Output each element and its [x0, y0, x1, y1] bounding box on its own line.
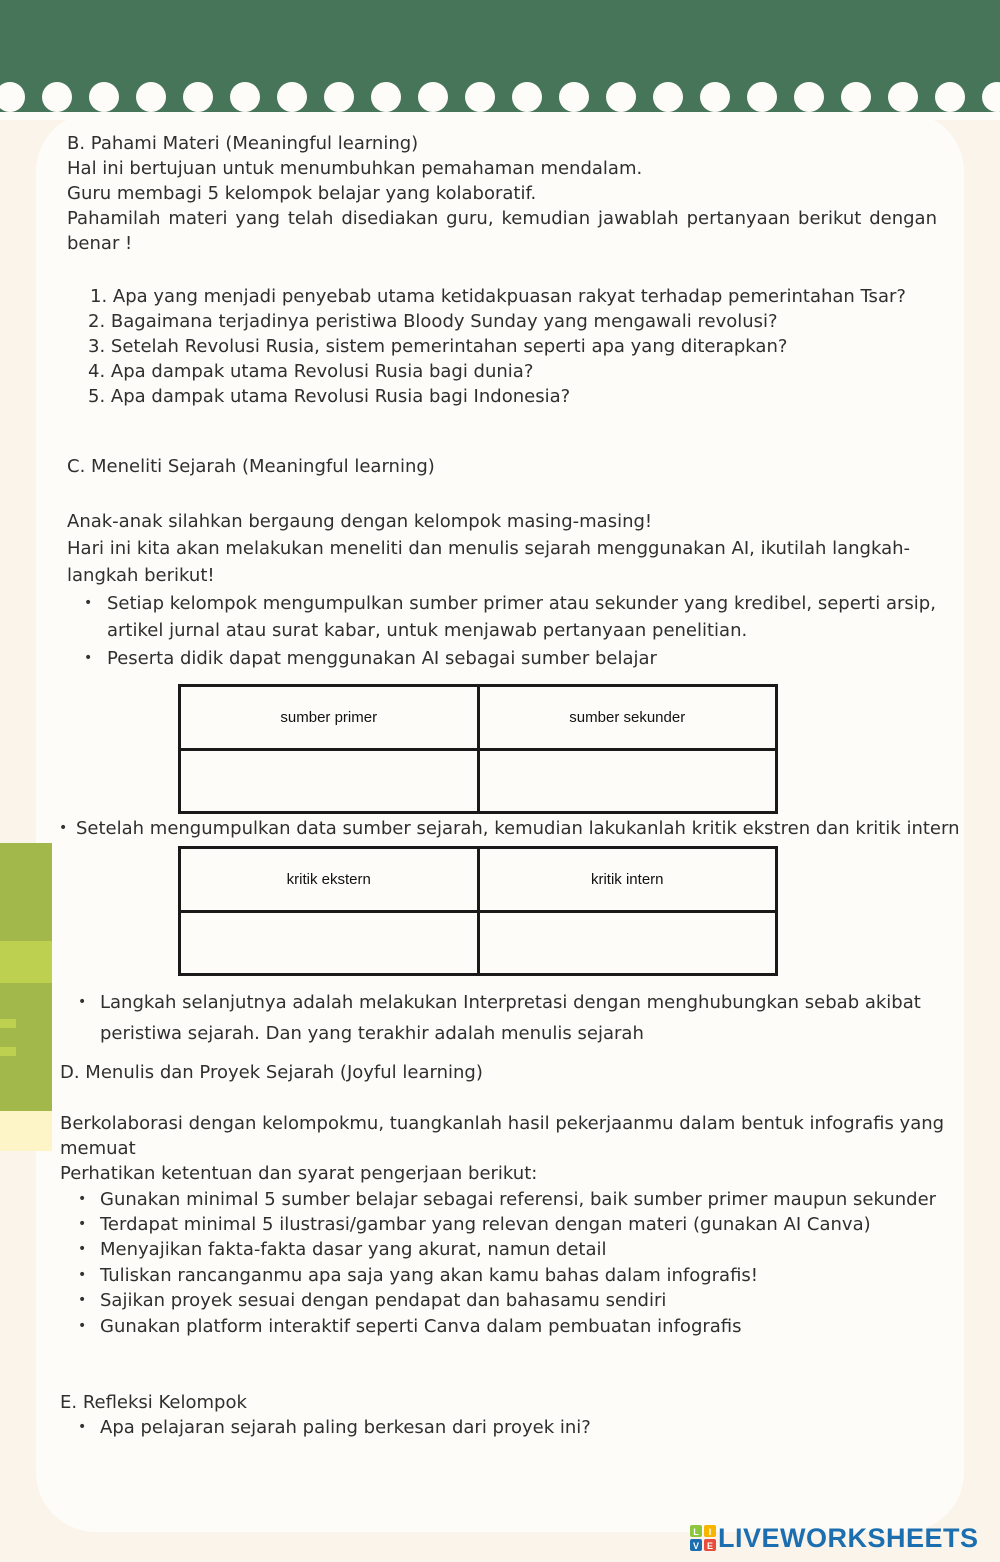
liveworksheets-logo-text: LIVEWORKSHEETS: [718, 1522, 979, 1553]
question-5: 5. Apa dampak utama Revolusi Rusia bagi Indonesia?: [88, 386, 571, 407]
section-c-bullet-2: Peserta didik dapat menggunakan AI sebagai sumber belajar: [107, 648, 657, 669]
logo-letter: I: [708, 1527, 712, 1537]
bullet-icon: •: [59, 820, 68, 836]
bullet-icon: •: [78, 1216, 87, 1232]
scallop-circle: [230, 82, 260, 112]
section-c-title: C. Meneliti Sejarah (Meaningful learning): [67, 456, 435, 477]
scallop-circle: [888, 82, 918, 112]
section-b-line-2: Guru membagi 5 kelompok belajar yang kolaboratif.: [67, 183, 537, 204]
criticism-header-external: kritik ekstern: [180, 848, 479, 912]
bullet-icon: •: [78, 994, 87, 1010]
bullet-icon: •: [84, 650, 93, 666]
scallop-circle: [559, 82, 589, 112]
scallop-circle: [371, 82, 401, 112]
bullet-icon: •: [78, 1318, 87, 1334]
logo-letter: L: [693, 1527, 699, 1537]
scallop-circle: [512, 82, 542, 112]
bullet-icon: •: [78, 1241, 87, 1257]
scallop-circle: [183, 82, 213, 112]
scallop-circle: [700, 82, 730, 112]
sources-header-secondary: sumber sekunder: [478, 686, 777, 750]
scallop-circle: [136, 82, 166, 112]
strip-block-dark: [0, 843, 52, 941]
section-b-instruction: Pahamilah materi yang telah disediakan guru, kemudian jawablah pertanyaan berikut dengan benar !: [67, 208, 937, 254]
section-e-title: E. Refleksi Kelompok: [60, 1392, 247, 1413]
sources-cell-secondary[interactable]: [478, 749, 777, 813]
bullet-icon: •: [78, 1191, 87, 1207]
strip-block-light: [0, 941, 52, 983]
criticism-header-internal: kritik intern: [478, 848, 777, 912]
section-c-bullet-3: Setelah mengumpulkan data sumber sejarah, kemudian lakukanlah kritik ekstren dan kritik intern: [76, 818, 960, 839]
strip-block-cream: [0, 1111, 52, 1151]
question-3: 3. Setelah Revolusi Rusia, sistem pemerintahan seperti apa yang diterapkan?: [88, 336, 788, 357]
section-d-bullet-6: Gunakan platform interaktif seperti Canva dalam pembuatan infografis: [100, 1316, 742, 1337]
scallop-circle: [89, 82, 119, 112]
bullet-icon: •: [84, 595, 93, 611]
criticism-cell-internal[interactable]: [478, 911, 777, 975]
bullet-icon: •: [78, 1267, 87, 1283]
header-band: [0, 0, 1000, 120]
section-c-bullet-4a: Langkah selanjutnya adalah melakukan Interpretasi dengan menghubungkan sebab akibat: [100, 992, 921, 1013]
bullet-icon: •: [78, 1292, 87, 1308]
scallop-circle: [42, 82, 72, 112]
section-c-bullet-4b: peristiwa sejarah. Dan yang terakhir adalah menulis sejarah: [100, 1023, 644, 1044]
liveworksheets-logo-icon: [690, 1525, 716, 1551]
scallop-circle: [747, 82, 777, 112]
scallop-circle: [935, 82, 965, 112]
section-d-bullet-2: Terdapat minimal 5 ilustrasi/gambar yang relevan dengan materi (gunakan AI Canva): [100, 1214, 871, 1235]
section-d-bullet-4: Tuliskan rancanganmu apa saja yang akan kamu bahas dalam infografis!: [100, 1265, 759, 1286]
section-e-bullet-1: Apa pelajaran sejarah paling berkesan dari proyek ini?: [100, 1417, 591, 1438]
criticism-table: [178, 846, 778, 976]
section-d-title: D. Menulis dan Proyek Sejarah (Joyful learning): [60, 1062, 483, 1083]
section-c-line-1: Anak-anak silahkan bergaung dengan kelompok masing-masing!: [67, 511, 653, 532]
strip-notch: [0, 1019, 16, 1028]
question-4: 4. Apa dampak utama Revolusi Rusia bagi dunia?: [88, 361, 534, 382]
left-decorative-strip: [0, 843, 52, 1151]
logo-letter: V: [692, 1541, 700, 1551]
sources-cell-primary[interactable]: [180, 749, 479, 813]
section-d-bullet-1: Gunakan minimal 5 sumber belajar sebagai referensi, baik sumber primer maupun sekunder: [100, 1189, 937, 1210]
criticism-cell-external[interactable]: [180, 911, 479, 975]
logo-letter: E: [706, 1541, 714, 1551]
bullet-icon: •: [78, 1419, 87, 1435]
scallop-circle: [841, 82, 871, 112]
scallop-circle: [606, 82, 636, 112]
sources-table: [178, 684, 778, 814]
section-b-line-1: Hal ini bertujuan untuk menumbuhkan pemahaman mendalam.: [67, 158, 643, 179]
section-d-bullet-3: Menyajikan fakta-fakta dasar yang akurat, namun detail: [100, 1239, 607, 1260]
section-c-line-2b: langkah berikut!: [67, 565, 215, 586]
scallop-circle: [653, 82, 683, 112]
scallop-circle: [465, 82, 495, 112]
question-2: 2. Bagaimana terjadinya peristiwa Bloody Sunday yang mengawali revolusi?: [88, 311, 778, 332]
scalloped-header-decoration: [0, 0, 1000, 120]
strip-notch: [0, 1047, 16, 1056]
scallop-circle: [418, 82, 448, 112]
section-b-title: B. Pahami Materi (Meaningful learning): [67, 133, 419, 154]
section-c-bullet-1a: Setiap kelompok mengumpulkan sumber primer atau sekunder yang kredibel, seperti arsip,: [107, 593, 936, 614]
question-1: 1. Apa yang menjadi penyebab utama ketidakpuasan rakyat terhadap pemerintahan Tsar?: [90, 286, 906, 307]
scallop-circle: [794, 82, 824, 112]
section-d-line-1b: memuat: [60, 1138, 136, 1159]
section-d-line-2: Perhatikan ketentuan dan syarat pengerjaan berikut:: [60, 1163, 538, 1184]
sources-header-primary: sumber primer: [180, 686, 479, 750]
scallop-circle: [277, 82, 307, 112]
section-c-bullet-1b: artikel jurnal atau surat kabar, untuk menjawab pertanyaan penelitian.: [107, 620, 748, 641]
liveworksheets-logo[interactable]: [690, 1522, 979, 1554]
section-c-line-2a: Hari ini kita akan melakukan meneliti dan menulis sejarah menggunakan AI, ikutilah langkah-: [67, 538, 911, 559]
section-d-bullet-5: Sajikan proyek sesuai dengan pendapat dan bahasamu sendiri: [100, 1290, 667, 1311]
section-d-line-1a: Berkolaborasi dengan kelompokmu, tuangkanlah hasil pekerjaanmu dalam bentuk infografis yang: [60, 1113, 945, 1134]
scallop-circle: [324, 82, 354, 112]
